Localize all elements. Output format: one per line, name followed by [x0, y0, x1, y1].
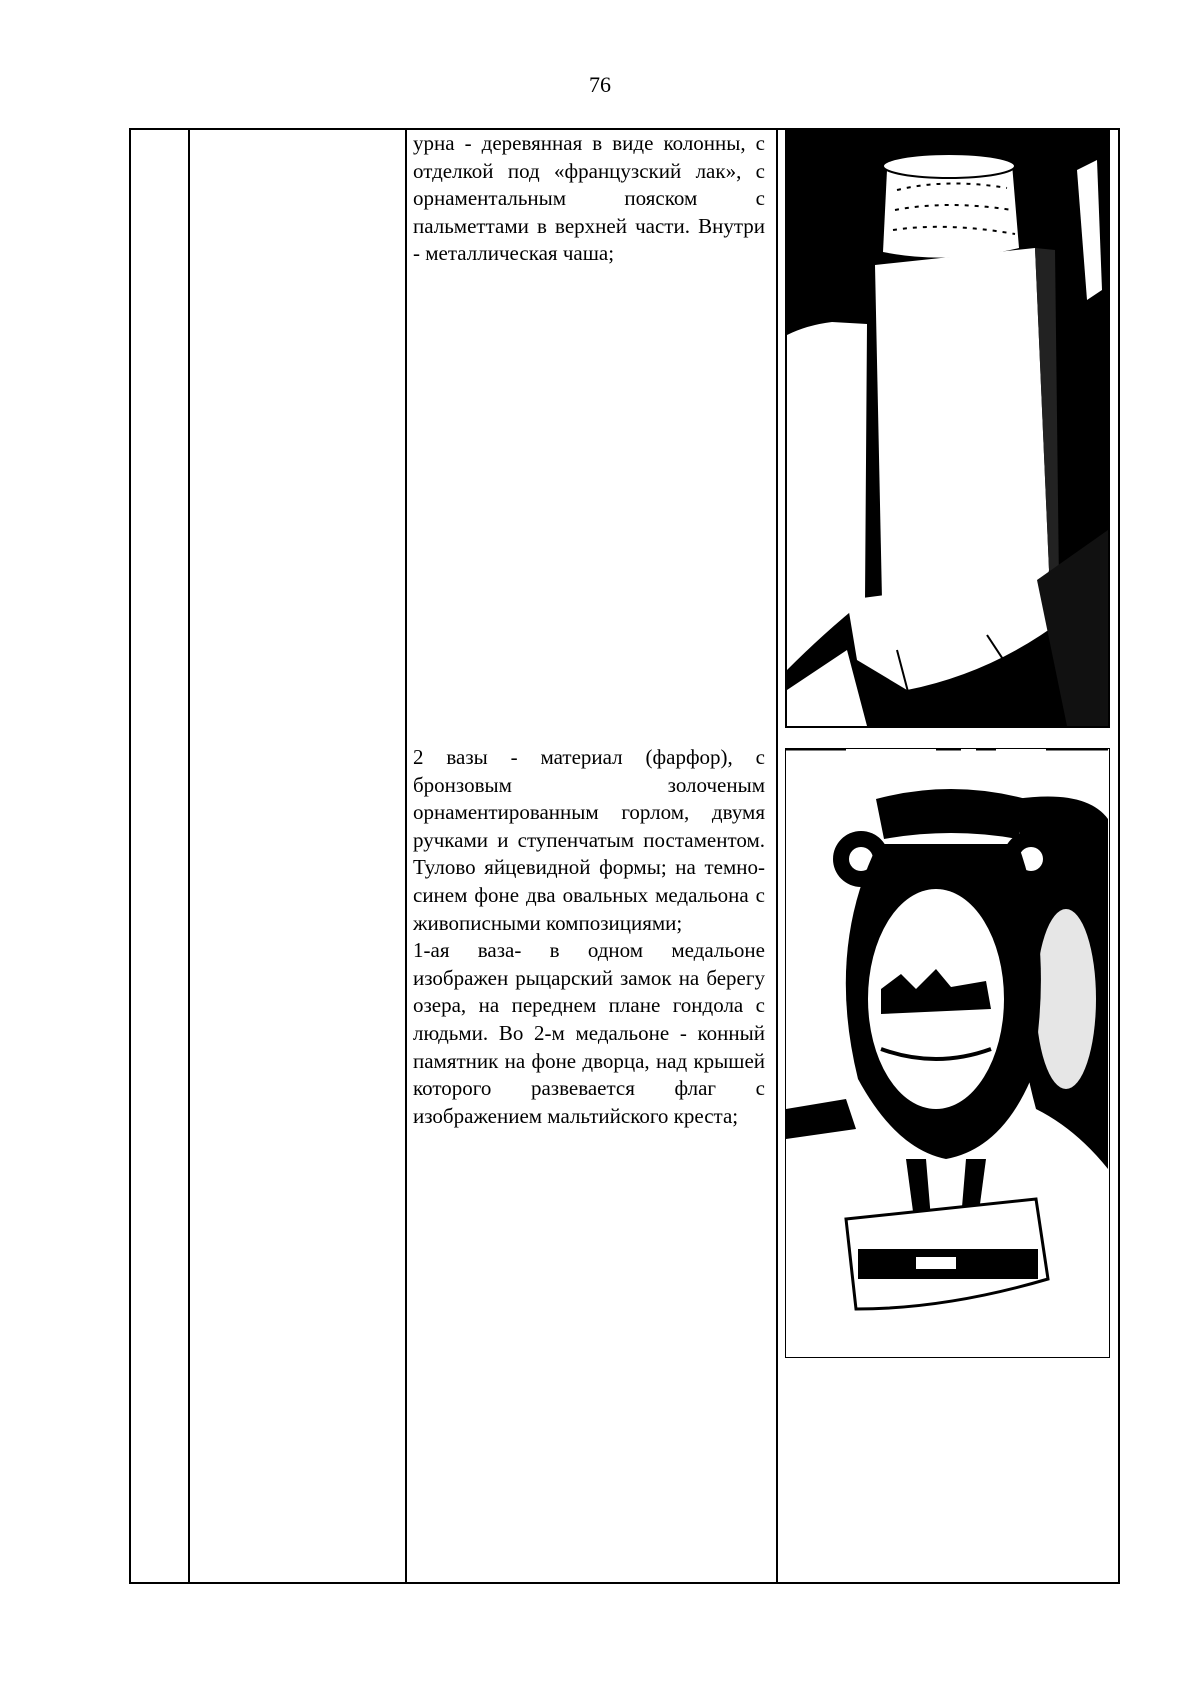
column-divider-1 [188, 130, 190, 1582]
column-divider-3 [776, 130, 778, 1582]
item-description-vases [413, 744, 765, 1130]
vases-photo [785, 748, 1110, 1358]
column-divider-2 [405, 130, 407, 1582]
description-paragraph: 2 вазы - материал (фарфор), с бронзовым золоченым орнаментированным горлом, двумя ручками и ступенчатым постаментом. Тулово яйцевидной формы; на темно-синем фоне два овальных медальона с живописными композициями; [413, 745, 765, 935]
vases-image [786, 749, 1108, 1356]
urn-image [787, 130, 1108, 726]
page-number: 76 [589, 72, 611, 97]
urn-photo [785, 128, 1110, 728]
description-paragraph: урна - деревянная в виде колонны, с отделкой под «французский лак», с орнаментальным пояском с пальметтами в верхней части. Внутри - металлическая чаша; [413, 131, 765, 266]
description-paragraph: 1-ая ваза- в одном медальоне изображен рыцарский замок на берегу озера, на переднем плане гондола с людьми. Во 2-м медальоне - конный памятник на фоне дворца, над крышей которого развевается флаг с изображением мальтийского креста; [413, 938, 765, 1128]
item-description-urn [413, 130, 765, 268]
